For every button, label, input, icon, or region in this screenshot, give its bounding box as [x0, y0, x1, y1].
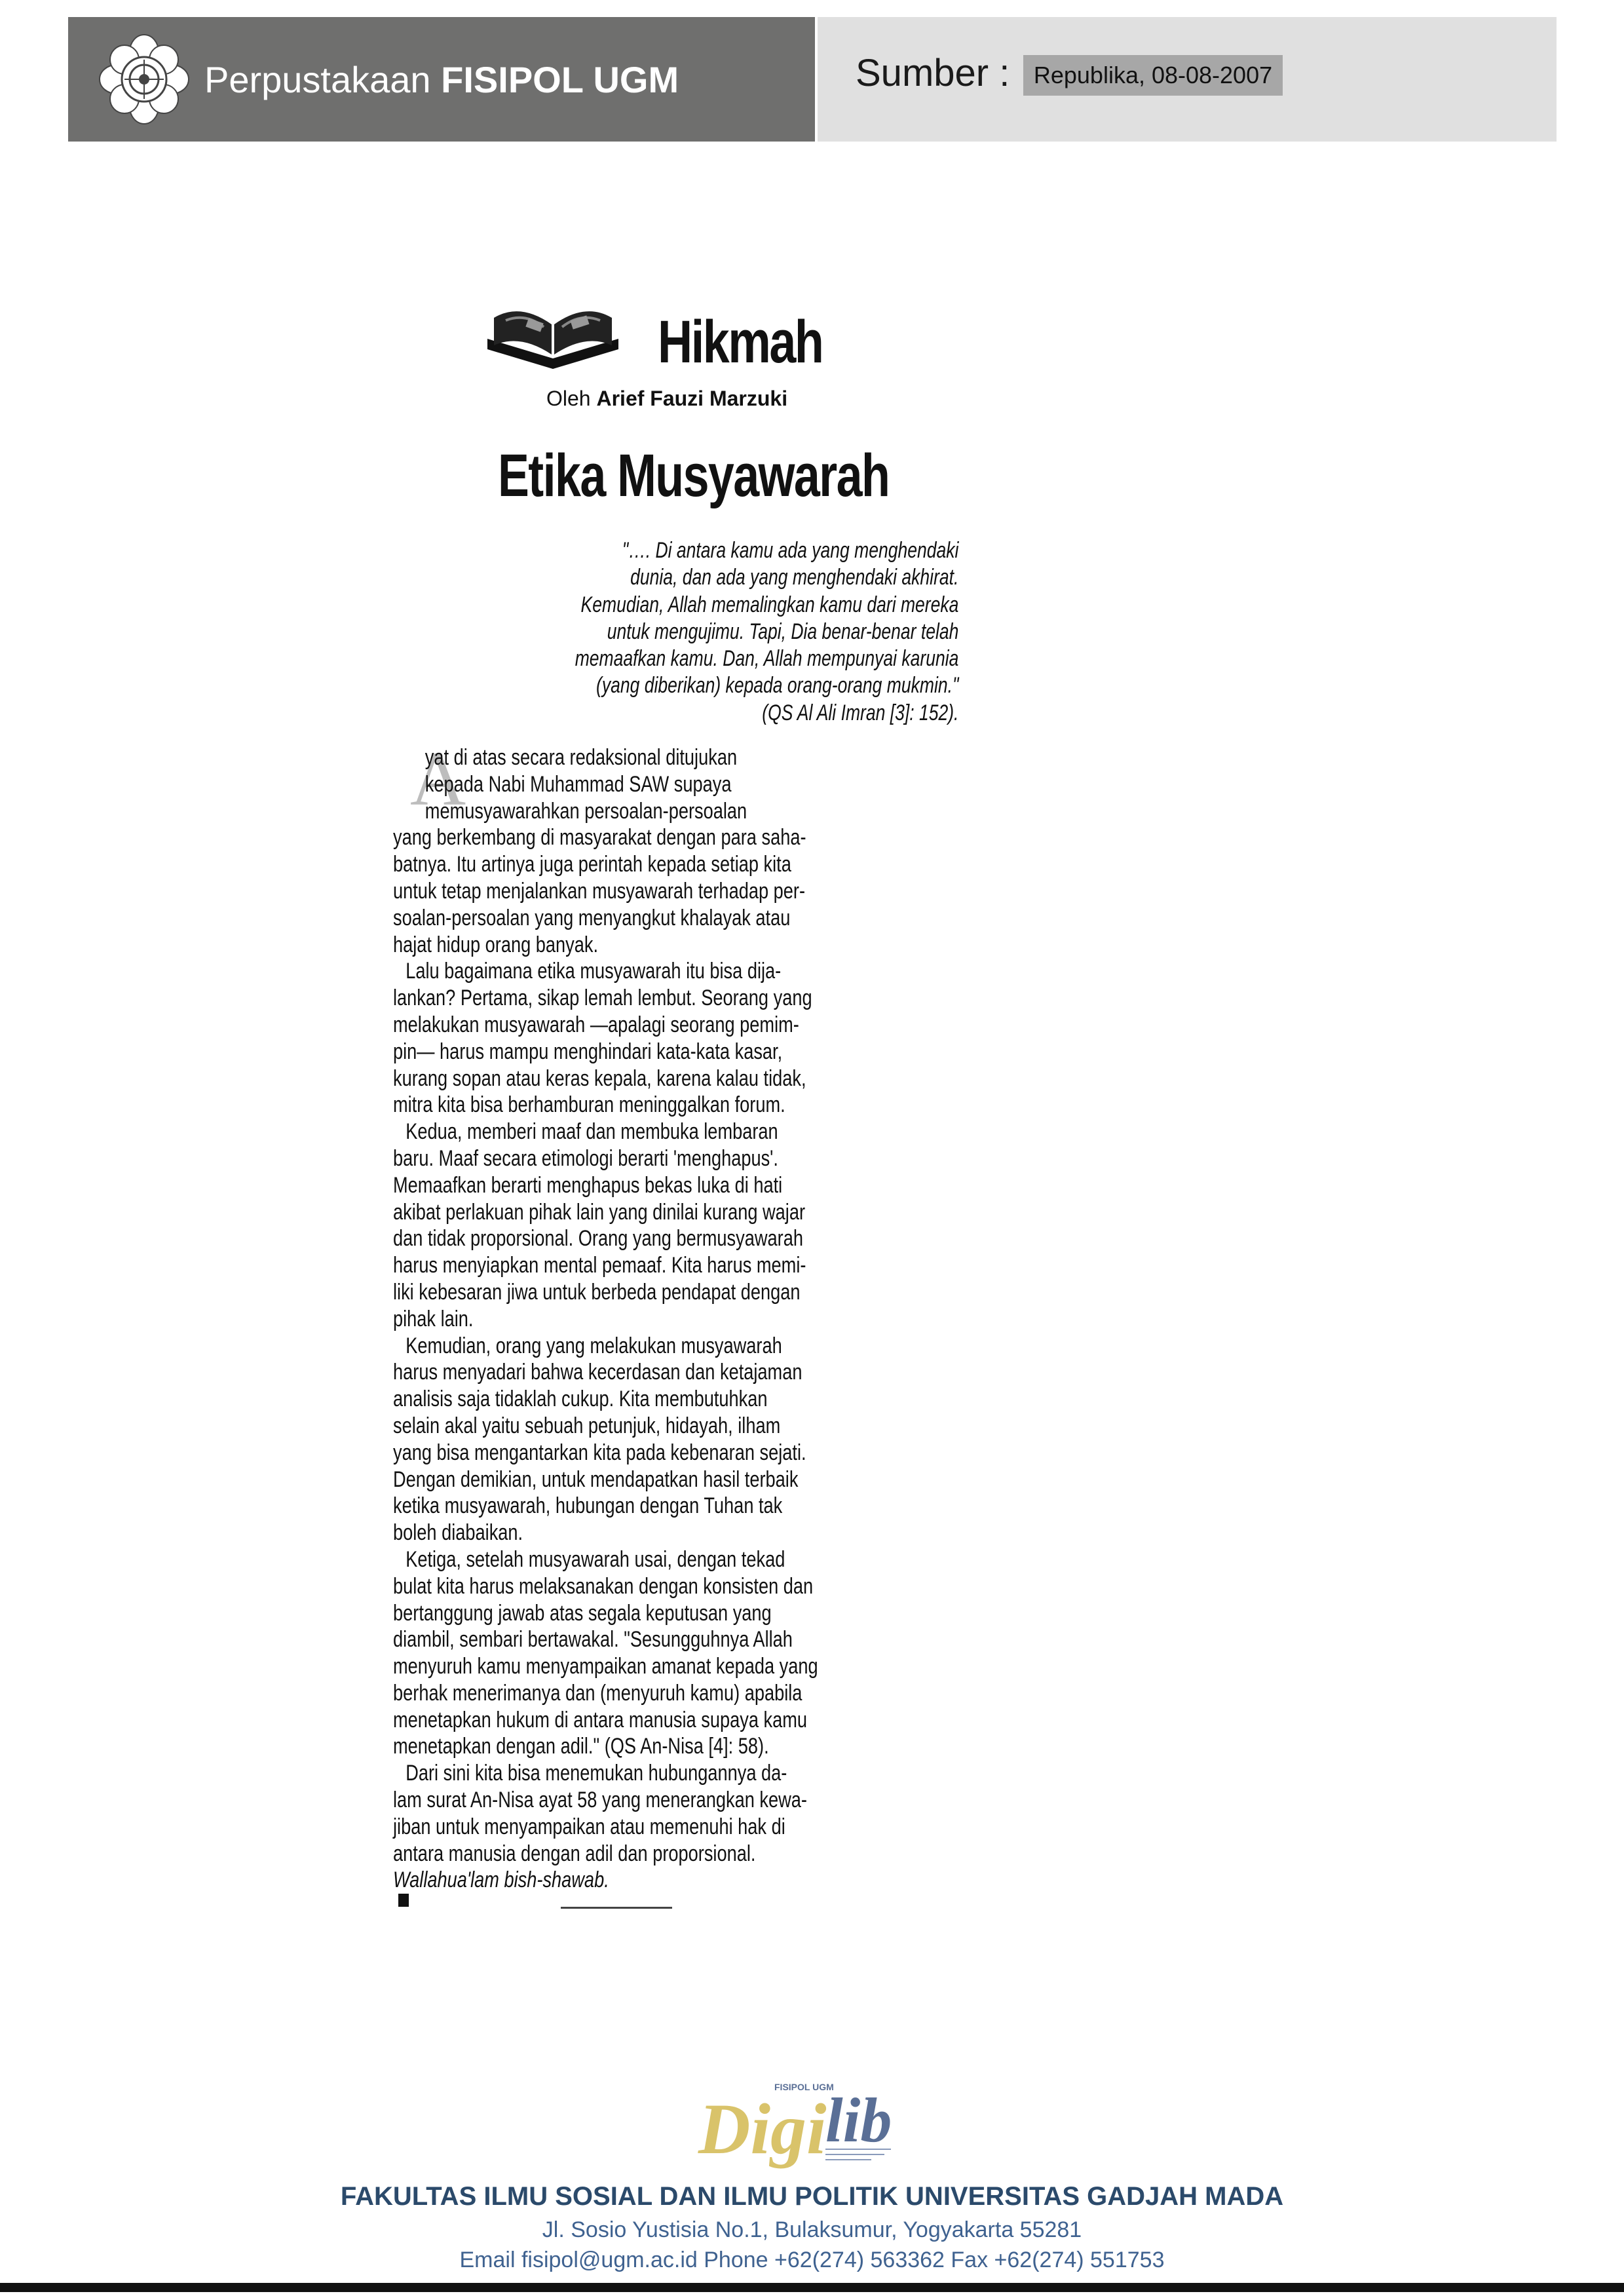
digilib-logo: [694, 2076, 930, 2174]
digilib-word-lib: lib: [825, 2085, 892, 2155]
digilib-small-label: FISIPOL UGM: [774, 2082, 834, 2092]
quote-citation: (QS Al Ali Imran [3]: 152).: [762, 700, 959, 725]
body-line: menetapkan hukum di antara manusia supaya kamu: [393, 1707, 808, 1732]
body-line: baru. Maaf secara etimologi berarti 'menghapus'.: [393, 1145, 778, 1171]
body-line: selain akal yaitu sebuah petunjuk, hidayah, ilham: [393, 1413, 781, 1438]
quote-line: dunia, dan ada yang menghendaki akhirat.: [630, 565, 959, 590]
end-rule-divider: [561, 1907, 672, 1909]
body-line: dan tidak proporsional. Orang yang bermusyawarah: [393, 1226, 803, 1252]
body-line: menyuruh kamu menyampaikan amanat kepada yang: [393, 1654, 818, 1679]
body-line: boleh diabaikan.: [393, 1520, 523, 1546]
library-header-band: [68, 17, 815, 142]
body-line: Memaafkan berarti menghapus bekas luka di hati: [393, 1172, 783, 1198]
source-value: Republika, 08-08-2007: [1023, 55, 1283, 96]
body-line: jiban untuk menyampaikan atau memenuhi hak di: [393, 1814, 785, 1839]
column-title: Hikmah: [658, 309, 823, 375]
body-line: Dengan demikian, untuk mendapatkan hasil terbaik: [393, 1466, 799, 1492]
body-line: Ketiga, setelah musyawarah usai, dengan tekad: [406, 1546, 785, 1572]
body-line: soalan-persoalan yang menyangkut khalayak atau: [393, 905, 791, 930]
faculty-address: Jl. Sosio Yustisia No.1, Bulaksumur, Yogyakarta 55281: [542, 2217, 1082, 2242]
body-line: bertanggung jawab atas segala keputusan yang: [393, 1600, 772, 1626]
body-line: hajat hidup orang banyak.: [393, 932, 599, 957]
body-line: yang berkembang di masyarakat dengan para saha-: [393, 825, 806, 851]
quote-line: untuk mengujimu. Tapi, Dia benar-benar telah: [607, 619, 959, 644]
newspaper-clipping: [393, 282, 959, 1933]
body-line: Kedua, memberi maaf dan membuka lembaran: [406, 1119, 778, 1145]
body-line: yang bisa mengantarkan kita pada kebenaran sejati.: [393, 1440, 806, 1465]
body-line: Dari sini kita bisa menemukan hubungannya da-: [406, 1761, 787, 1786]
source-label: Sumber :: [856, 52, 1010, 94]
faculty-contact: Email fisipol@ugm.ac.id Phone +62(274) 563362 Fax +62(274) 551753: [459, 2248, 1165, 2272]
body-line: untuk tetap menjalankan musyawarah terhadap per-: [393, 878, 805, 904]
body-line: menetapkan dengan adil." (QS An-Nisa [4]: 58).: [393, 1734, 769, 1759]
body-line: melakukan musyawarah —apalagi seorang pemim-: [393, 1012, 799, 1037]
body-line: batnya. Itu artinya juga perintah kepada setiap kita: [393, 852, 791, 877]
closing-line: [393, 1867, 933, 1907]
body-line: liki kebesaran jiwa untuk berbeda pendapat dengan: [393, 1279, 801, 1305]
byline-prefix: Oleh: [546, 387, 591, 410]
body-line: berhak menerimanya dan (menyuruh kamu) apabila: [393, 1680, 803, 1706]
quote-line: Kemudian, Allah memalingkan kamu dari mereka: [580, 592, 959, 617]
library-prefix: Perpustakaan: [204, 58, 431, 100]
body-line: ketika musyawarah, hubungan dengan Tuhan tak: [393, 1493, 783, 1519]
body-line: analisis saja tidaklah cukup. Kita membutuhkan: [393, 1387, 768, 1412]
faculty-name: FAKULTAS ILMU SOSIAL DAN ILMU POLITIK UNIVERSITAS GADJAH MADA: [340, 2182, 1284, 2211]
drop-cap: A: [410, 736, 466, 822]
quote-line: memaafkan kamu. Dan, Allah mempunyai karunia: [575, 646, 959, 672]
body-line: diambil, sembari bertawakal. "Sesungguhnya Allah: [393, 1627, 793, 1653]
end-of-article-mark: [398, 1894, 409, 1907]
body-line: Lalu bagaimana etika musyawarah itu bisa dija-: [406, 959, 782, 984]
body-line: bulat kita harus melaksanakan dengan konsisten dan: [393, 1573, 814, 1599]
article-title: Etika Musyawarah: [498, 442, 890, 509]
open-book-icon: [481, 298, 625, 370]
body-line: Kemudian, orang yang melakukan musyawarah: [406, 1333, 782, 1358]
quote-line: (yang diberikan) kepada orang-orang mukmin.": [596, 673, 959, 698]
ugm-seal-icon: [98, 33, 190, 125]
body-line: kepada Nabi Muhammad SAW supaya: [425, 771, 732, 797]
library-name: [204, 58, 679, 101]
digilib-word-digi: Digi: [698, 2089, 827, 2169]
article-body: [393, 744, 933, 1907]
body-line: harus menyiapkan mental pemaaf. Kita harus memi-: [393, 1253, 806, 1278]
body-line: antara manusia dengan adil dan proporsional.: [393, 1841, 756, 1866]
source-header-band: [818, 17, 1557, 142]
byline: [546, 387, 787, 411]
body-line: pihak lain.: [393, 1306, 474, 1331]
quote-block: [432, 537, 958, 727]
body-line: yat di atas secara redaksional ditujukan: [425, 745, 738, 770]
body-line: lam surat An-Nisa ayat 58 yang menerangkan kewa-: [393, 1788, 807, 1813]
author-name: Arief Fauzi Marzuki: [596, 387, 788, 410]
closing-text: Wallahua'lam bish-shawab.: [393, 1867, 609, 1893]
body-line: lankan? Pertama, sikap lemah lembut. Seorang yang: [393, 985, 812, 1011]
body-line: kurang sopan atau keras kepala, karena kalau tidak,: [393, 1065, 806, 1091]
body-line: pin— harus mampu menghindari kata-kata kasar,: [393, 1039, 783, 1064]
body-line: akibat perlakuan pihak lain yang dinilai kurang wajar: [393, 1199, 806, 1225]
library-name-bold: FISIPOL UGM: [441, 58, 679, 100]
quote-line: "…. Di antara kamu ada yang menghendaki: [622, 538, 959, 563]
body-line: memusyawarahkan persoalan-persoalan: [425, 798, 747, 824]
bottom-border: [0, 2283, 1624, 2292]
body-line: harus menyadari bahwa kecerdasan dan ketajaman: [393, 1360, 803, 1385]
body-line: mitra kita bisa berhamburan meninggalkan forum.: [393, 1092, 785, 1118]
